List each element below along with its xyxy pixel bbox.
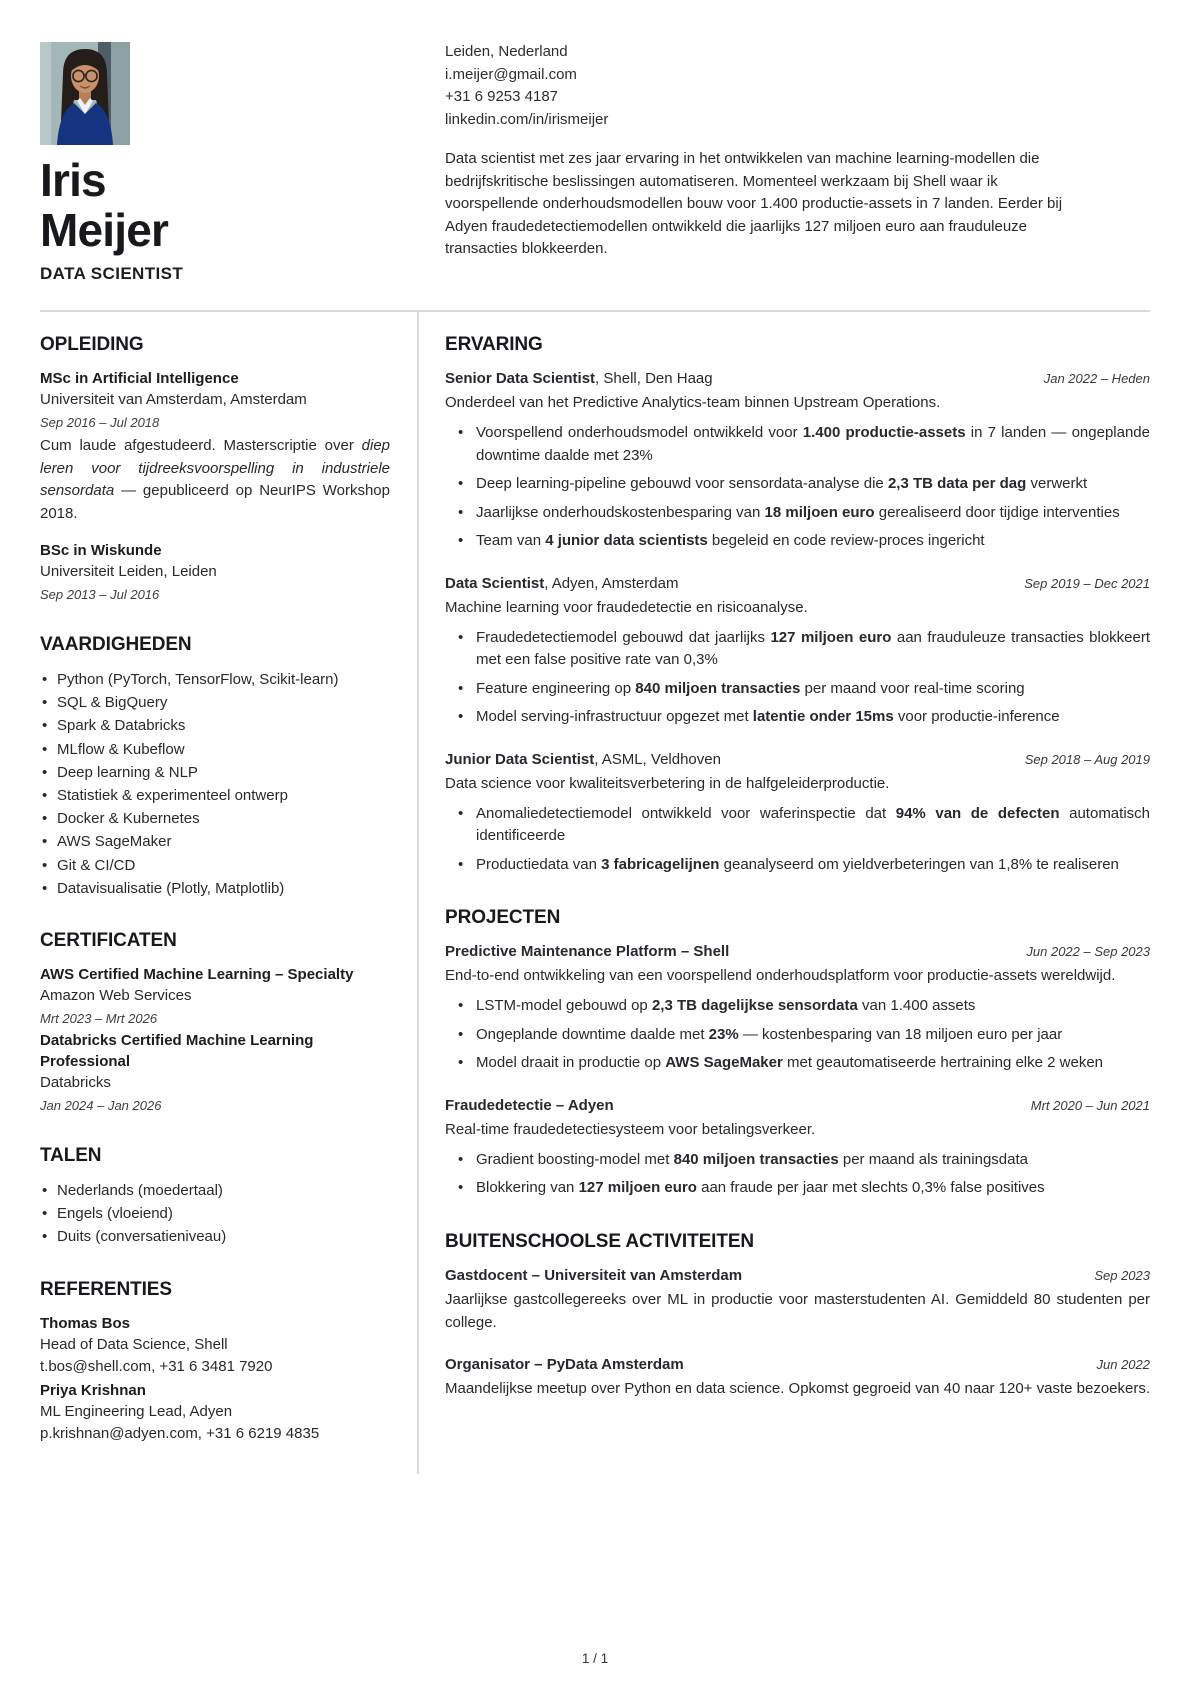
section-vaardigheden <box>40 633 390 900</box>
skill-item: • MLflow & Kubeflow <box>40 738 390 761</box>
education-dates: Sep 2016 – Jul 2018 <box>40 415 160 430</box>
experience-title: Junior Data Scientist, ASML, Veldhoven <box>445 750 721 768</box>
skill-item: • Python (PyTorch, TensorFlow, Scikit-learn) <box>40 668 390 691</box>
project-header <box>445 1095 1150 1117</box>
section-projecten <box>445 906 1150 1200</box>
certificate-title: Databricks Certified Machine Learning Professional <box>40 1032 314 1071</box>
section-heading-vaardigheden: VAARDIGHEDEN <box>40 634 192 655</box>
skill-item: • SQL & BigQuery <box>40 691 390 714</box>
section-buitenschools <box>445 1230 1150 1400</box>
experience-title: Data Scientist, Adyen, Amsterdam <box>445 574 679 592</box>
bullet-item: • Gradient boosting-model met 840 miljoen transacties per maand als trainingsdata <box>445 1149 1150 1172</box>
activity-entry <box>445 1265 1150 1334</box>
sidebar <box>40 312 417 1474</box>
certificate-entry <box>40 964 390 1028</box>
project-bullets <box>445 1149 1150 1200</box>
experience-entry <box>445 368 1150 553</box>
section-heading-certificaten: CERTIFICATEN <box>40 930 177 952</box>
section-heading-buitenschools: BUITENSCHOOLSE ACTIVITEITEN <box>445 1230 755 1252</box>
bullet-item: • Blokkering van 127 miljoen euro aan fraude per jaar met slechts 0,3% false positives <box>445 1177 1150 1200</box>
role-title: DATA SCIENTIST <box>40 264 184 283</box>
certificate-dates: Jan 2024 – Jan 2026 <box>40 1098 162 1114</box>
skill-item: • Statistiek & experimenteel ontwerp <box>40 784 390 807</box>
certificate-dates: Mrt 2023 – Mrt 2026 <box>40 1011 158 1027</box>
language-item: • Engels (vloeiend) <box>40 1202 390 1225</box>
activity-header <box>445 1354 1150 1376</box>
activity-entry <box>445 1354 1150 1400</box>
education-school: Universiteit van Amsterdam, Amsterdam <box>40 391 307 408</box>
project-summary: End-to-end ontwikkeling van een voorspellend onderhoudsplatform voor productie-assets wereldwijd. <box>445 967 1116 984</box>
experience-summary: Onderdeel van het Predictive Analytics-team binnen Upstream Operations. <box>445 394 941 411</box>
section-heading-projecten: PROJECTEN <box>445 907 561 928</box>
experience-entry <box>445 573 1150 729</box>
project-title: Predictive Maintenance Platform – Shell <box>445 943 730 960</box>
reference-contact: t.bos@shell.com, +31 6 3481 7920 <box>40 1357 273 1375</box>
skill-item: • Datavisualisatie (Plotly, Matplotlib) <box>40 877 390 900</box>
education-entry <box>40 368 390 525</box>
bullet-item: • Productiedata van 3 fabricagelijnen geanalyseerd om yieldverbeteringen van 1,8% te realiseren <box>445 854 1150 877</box>
experience-header <box>445 573 1150 595</box>
header <box>40 40 1150 284</box>
activity-description: Jaarlijkse gastcollegereeks over ML in productie voor masterstudenten AI. Gemiddeld 80 studenten per college. <box>445 1290 1150 1331</box>
page-number: 1 / 1 <box>581 1651 609 1666</box>
bullet-item: • Jaarlijkse onderhoudskostenbesparing van 18 miljoen euro gerealiseerd door tijdige interventies <box>445 502 1150 525</box>
experience-summary: Data science voor kwaliteitsverbetering in de halfgeleiderproductie. <box>445 774 890 792</box>
main-column <box>417 312 1150 1474</box>
project-entry <box>445 941 1150 1075</box>
contact-email: i.meijer@gmail.com <box>445 65 577 83</box>
education-dates: Sep 2013 – Jul 2016 <box>40 587 160 602</box>
section-certificaten <box>40 929 390 1115</box>
bullet-item: • Voorspellend onderhoudsmodel ontwikkeld voor 1.400 productie-assets in 7 landen — ongeplande downtime daalde met 23% <box>445 422 1150 467</box>
language-item: • Nederlands (moedertaal) <box>40 1179 390 1202</box>
bullet-item: • Fraudedetectiemodel gebouwd dat jaarlijks 127 miljoen euro aan frauduleuze transacties blokkeert met een false positive rate van 0,3% <box>445 627 1150 672</box>
bullet-item: • Model serving-infrastructuur opgezet met latentie onder 15ms voor productie-inference <box>445 706 1150 729</box>
profile-summary: Data scientist met zes jaar ervaring in het ontwikkelen van machine learning-modellen die bedrijfskritische beslissingen automatiseren. Momenteel werkzaam bij Shell waar ik voorspellende onderhoudsmodellen bouw voor 1.400 productie-assets in 7 landen. Eerder bij Adyen fraudedetectiemodellen ontwikkeld die jaarlijks 127 miljoen euro aan frauduleuze transacties blokkeerden. <box>445 150 1063 257</box>
education-school: Universiteit Leiden, Leiden <box>40 563 217 580</box>
project-summary: Real-time fraudedetectiesysteem voor betalingsverkeer. <box>445 1120 816 1138</box>
section-opleiding <box>40 333 390 604</box>
section-referenties <box>40 1278 390 1445</box>
last-name: Meijer <box>40 204 169 256</box>
certificate-issuer: Databricks <box>40 1074 111 1092</box>
reference-entry <box>40 1313 390 1378</box>
reference-name: Thomas Bos <box>40 1314 131 1332</box>
section-heading-referenties: REFERENTIES <box>40 1278 172 1300</box>
first-name: Iris <box>40 154 106 206</box>
section-heading-talen: TALEN <box>40 1145 102 1167</box>
section-heading-ervaring: ERVARING <box>445 334 543 355</box>
full-name <box>40 155 445 255</box>
skill-item: • AWS SageMaker <box>40 830 390 853</box>
skill-item: • Docker & Kubernetes <box>40 807 390 830</box>
skill-item: • Spark & Databricks <box>40 714 390 737</box>
language-item: • Duits (conversatieniveau) <box>40 1225 390 1248</box>
project-title: Fraudedetectie – Adyen <box>445 1096 614 1114</box>
section-talen <box>40 1144 390 1249</box>
content-columns <box>40 312 1150 1474</box>
project-entry <box>445 1095 1150 1200</box>
languages-list <box>40 1179 390 1249</box>
certificate-entry <box>40 1030 390 1115</box>
reference-role: Head of Data Science, Shell <box>40 1335 228 1353</box>
section-heading-opleiding: OPLEIDING <box>40 334 144 355</box>
certificate-title: AWS Certified Machine Learning – Specialty <box>40 966 354 984</box>
experience-entry <box>445 749 1150 877</box>
profile-photo-illustration <box>40 42 130 145</box>
project-dates: Mrt 2020 – Jun 2021 <box>1030 1097 1150 1113</box>
bullet-item: • Deep learning-pipeline gebouwd voor sensordata-analyse die 2,3 TB data per dag verwerkt <box>445 473 1150 496</box>
contact-location: Leiden, Nederland <box>445 43 568 60</box>
header-identity <box>40 40 445 284</box>
experience-title: Senior Data Scientist, Shell, Den Haag <box>445 370 713 387</box>
profile-photo <box>40 42 130 145</box>
education-degree: MSc in Artificial Intelligence <box>40 370 239 387</box>
experience-bullets <box>445 803 1150 877</box>
activity-description: Maandelijkse meetup over Python en data science. Opkomst gegroeid van 40 naar 120+ vaste bezoekers. <box>445 1379 1151 1397</box>
activity-title: Organisator – PyData Amsterdam <box>445 1355 684 1373</box>
reference-role: ML Engineering Lead, Adyen <box>40 1402 233 1420</box>
activity-title: Gastdocent – Universiteit van Amsterdam <box>445 1266 743 1284</box>
bullet-item: • Model draait in productie op AWS SageMaker met geautomatiseerde hertraining elke 2 weken <box>445 1052 1150 1075</box>
project-dates: Jun 2022 – Sep 2023 <box>1026 944 1150 959</box>
experience-header <box>445 368 1150 390</box>
bullet-item: • Team van 4 junior data scientists begeleid en code review-proces ingericht <box>445 530 1150 553</box>
education-degree: BSc in Wiskunde <box>40 542 162 559</box>
activity-dates: Sep 2023 <box>1094 1267 1150 1283</box>
experience-summary: Machine learning voor fraudedetectie en risicoanalyse. <box>445 598 808 616</box>
reference-contact: p.krishnan@adyen.com, +31 6 6219 4835 <box>40 1424 320 1442</box>
activity-dates: Jun 2022 <box>1096 1356 1150 1372</box>
project-bullets <box>445 995 1150 1075</box>
reference-entry <box>40 1380 390 1445</box>
activity-header <box>445 1265 1150 1287</box>
contact-phone: +31 6 9253 4187 <box>445 88 559 105</box>
bullet-item: • Ongeplande downtime daalde met 23% — kostenbesparing van 18 miljoen euro per jaar <box>445 1024 1150 1047</box>
experience-dates: Jan 2022 – Heden <box>1043 371 1150 386</box>
education-entry <box>40 540 390 604</box>
education-description: Cum laude afgestudeerd. Masterscriptie over diep leren voor tijdreeksvoorspelling in industriele sensordata — gepubliceerd op NeurIPS Workshop 2018. <box>40 437 390 522</box>
bullet-item: • Anomaliedetectiemodel ontwikkeld voor waferinspectie dat 94% van de defecten automatisch identificeerde <box>445 803 1150 848</box>
experience-bullets <box>445 627 1150 729</box>
skill-item: • Deep learning & NLP <box>40 761 390 784</box>
experience-header <box>445 749 1150 771</box>
bullet-item: • Feature engineering op 840 miljoen transacties per maand voor real-time scoring <box>445 678 1150 701</box>
skill-item: • Git & CI/CD <box>40 854 390 877</box>
bullet-item: • LSTM-model gebouwd op 2,3 TB dagelijkse sensordata van 1.400 assets <box>445 995 1150 1018</box>
contact-linkedin: linkedin.com/in/irismeijer <box>445 110 609 128</box>
certificate-issuer: Amazon Web Services <box>40 987 192 1005</box>
experience-dates: Sep 2019 – Dec 2021 <box>1024 575 1150 591</box>
contact-block <box>445 41 1150 131</box>
project-header <box>445 941 1150 963</box>
reference-name: Priya Krishnan <box>40 1381 146 1399</box>
experience-dates: Sep 2018 – Aug 2019 <box>1024 751 1150 767</box>
experience-bullets <box>445 422 1150 553</box>
header-intro <box>445 40 1150 284</box>
skills-list <box>40 668 390 900</box>
section-ervaring <box>445 333 1150 876</box>
